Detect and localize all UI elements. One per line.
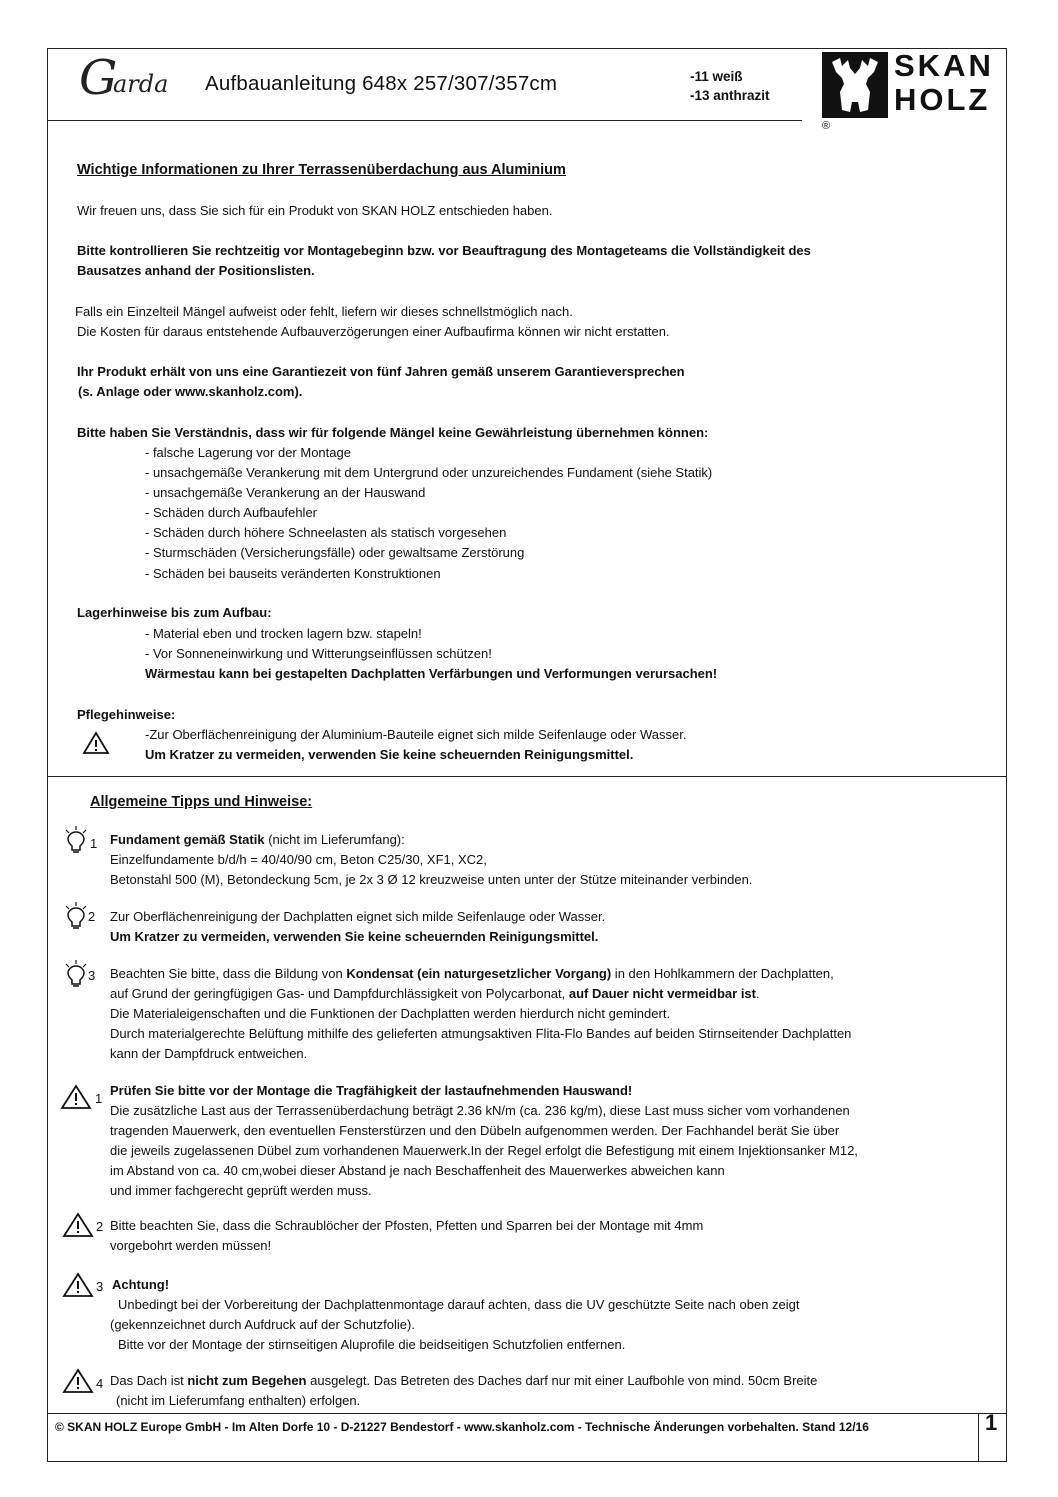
color-variants <box>690 67 770 105</box>
skanholz-logo <box>822 48 1002 132</box>
garda-wordmark-icon <box>77 52 197 108</box>
page-title: Aufbauanleitung 648x 257/307/357cm <box>205 72 558 95</box>
warn4-line1 <box>110 1371 817 1391</box>
info-p4-line2: (s. Anlage oder www.skanholz.com). <box>78 384 303 399</box>
logo-text-skan: SKAN <box>894 48 994 83</box>
warn4-text: Das Dach ist <box>110 1373 188 1388</box>
warning-number: 3 <box>96 1279 104 1294</box>
tip2-line1: Zur Oberflächenreinigung der Dachplatten eignet sich milde Seifenlauge oder Wasser. <box>110 909 606 924</box>
defect-item: - Sturmschäden (Versicherungsfälle) oder gewaltsame Zerstörung <box>145 545 525 560</box>
warn4-bold: nicht zum Begehen <box>187 1373 307 1388</box>
tip3-line5: kann der Dampfdruck entweichen. <box>110 1046 308 1061</box>
warning-triangle-icon <box>82 731 110 755</box>
tip2-line2: Um Kratzer zu vermeiden, verwenden Sie keine scheuernden Reinigungsmittel. <box>110 929 599 944</box>
footer-divider <box>47 1413 1007 1414</box>
tip-number: 3 <box>88 968 96 983</box>
tip3-line3: Die Materialeigenschaften und die Funktionen der Dachplatten werden hierdurch nicht gemindert. <box>110 1006 671 1021</box>
color-variant-1: -11 weiß <box>690 69 743 84</box>
warn1-line5: im Abstand von ca. 40 cm,wobei dieser Abstand je nach Beschaffenheit des Mauerwerkes abweichen kann <box>110 1163 725 1178</box>
logo-text-holz: HOLZ <box>894 82 991 117</box>
defect-item: - Schäden bei bauseits veränderten Konstruktionen <box>145 566 441 581</box>
warning-triangle-icon <box>60 1084 92 1110</box>
tip3-text: auf Grund der geringfügigen Gas- und Dampfdurchlässigkeit von Polycarbonat, <box>110 986 569 1001</box>
warn3-line2: Unbedingt bei der Vorbereitung der Dachplattenmontage darauf achten, dass die UV geschützte Seite nach oben zeigt <box>118 1297 800 1312</box>
warn4-line2: (nicht im Lieferumfang enthalten) erfolgen. <box>116 1393 361 1408</box>
tip-number: 1 <box>90 836 98 851</box>
defect-item: - unsachgemäße Verankerung an der Hauswand <box>145 485 426 500</box>
registered-mark: ® <box>822 120 831 132</box>
info-p5: Bitte haben Sie Verständnis, dass wir für folgende Mängel keine Gewährleistung übernehmen können: <box>77 425 709 440</box>
storage-item: - Material eben und trocken lagern bzw. stapeln! <box>145 626 422 641</box>
tip3-bold: Kondensat (ein naturgesetzlicher Vorgang) <box>346 966 612 981</box>
tip3-bold: auf Dauer nicht vermeidbar ist <box>568 986 756 1001</box>
defect-item: - Schäden durch höhere Schneelasten als statisch vorgesehen <box>145 525 507 540</box>
warn2-line2: vorgebohrt werden müssen! <box>110 1238 272 1253</box>
lightbulb-icon <box>64 902 88 932</box>
info-p4-line1: Ihr Produkt erhält von uns eine Garantiezeit von fünf Jahren gemäß unserem Garantieversprechen <box>77 364 685 379</box>
color-variant-2: -13 anthrazit <box>690 88 770 103</box>
warning-triangle-icon <box>62 1272 94 1298</box>
tip1-line3: Betonstahl 500 (M), Betondeckung 5cm, je 2x 3 Ø 12 kreuzweise unten unter der Stütze miteinander verbinden. <box>110 872 753 887</box>
header-divider <box>47 120 802 121</box>
lightbulb-icon <box>64 960 88 990</box>
info-p2-line2: Bausatzes anhand der Positionslisten. <box>77 263 315 278</box>
storage-heading: Lagerhinweise bis zum Aufbau: <box>77 605 272 620</box>
tip3-line2 <box>110 984 760 1004</box>
info-p3-line1: Falls ein Einzelteil Mängel aufweist oder fehlt, liefern wir dieses schnellstmöglich nach. <box>75 304 573 319</box>
page-number-divider <box>978 1413 979 1461</box>
tip3-text: Beachten Sie bitte, dass die Bildung von <box>110 966 347 981</box>
warn3-line3: (gekennzeichnet durch Aufdruck auf der Schutzfolie). <box>110 1317 415 1332</box>
defect-item: - Schäden durch Aufbaufehler <box>145 505 318 520</box>
warning-triangle-icon <box>62 1212 94 1238</box>
warn3-line4: Bitte vor der Montage der stirnseitigen Aluprofile die beidseitigen Schutzfolien entfernen. <box>118 1337 626 1352</box>
svg-text:G: G <box>78 52 117 106</box>
tip1-line1 <box>110 830 405 850</box>
warn1-line4: die jeweils zugelassenen Dübel zum vorhandenen Mauerwerk.In der Regel erfolgt die Befestigung mit einem Injektionsanker M12, <box>110 1143 858 1158</box>
tip1-bold: Fundament gemäß Statik <box>110 832 265 847</box>
warn4-text: ausgelegt. Das Betreten des Daches darf nur mit einer Laufbohle von mind. 50cm Breite <box>306 1373 818 1388</box>
page-number: 1 <box>985 1410 998 1435</box>
tip3-text: in den Hohlkammern der Dachplatten, <box>611 966 834 981</box>
warn1-line6: und immer fachgerecht geprüft werden muss. <box>110 1183 372 1198</box>
footer-text: © SKAN HOLZ Europe GmbH - Im Alten Dorfe 10 - D-21227 Bendestorf - www.skanholz.com - Technische Änderungen vorbehalten. Stand 12/16 <box>55 1420 869 1434</box>
warn3-line1: Achtung! <box>112 1277 170 1292</box>
info-p3-line2: Die Kosten für daraus entstehende Aufbauverzögerungen einer Aufbaufirma können wir nicht erstatten. <box>77 324 670 339</box>
storage-warning: Wärmestau kann bei gestapelten Dachplatten Verfärbungen und Verformungen verursachen! <box>145 666 718 681</box>
info-heading: Wichtige Informationen zu Ihrer Terrassenüberdachung aus Aluminium <box>77 162 566 178</box>
tip3-line4: Durch materialgerechte Belüftung mithilfe des gelieferten atmungsaktiven Flita-Flo Bandes auf beiden Stirnseitender Dachplatten <box>110 1026 852 1041</box>
storage-item: - Vor Sonneneinwirkung und Witterungseinflüssen schützen! <box>145 646 492 661</box>
info-p1: Wir freuen uns, dass Sie sich für ein Produkt von SKAN HOLZ entschieden haben. <box>77 203 553 218</box>
care-line1: -Zur Oberflächenreinigung der Aluminium-Bauteile eignet sich milde Seifenlauge oder Wasser. <box>145 727 687 742</box>
defect-item: - falsche Lagerung vor der Montage <box>145 445 351 460</box>
care-heading: Pflegehinweise: <box>77 707 176 722</box>
warn1-line1: Prüfen Sie bitte vor der Montage die Tragfähigkeit der lastaufnehmenden Hauswand! <box>110 1083 633 1098</box>
warning-number: 2 <box>96 1219 104 1234</box>
tip1-rest: (nicht im Lieferumfang): <box>264 832 405 847</box>
warn2-line1: Bitte beachten Sie, dass die Schraublöcher der Pfosten, Pfetten und Sparren bei der Montage mit 4mm <box>110 1218 704 1233</box>
moose-head-icon <box>822 52 888 118</box>
warn1-line3: tragenden Mauerwerk, den eventuellen Fensterstürzen und den Dübeln aufgenommen werden. Der Fachhandel berät Sie über <box>110 1123 840 1138</box>
tip3-line1 <box>110 964 834 984</box>
lightbulb-icon <box>64 826 88 856</box>
warning-triangle-icon <box>62 1368 94 1394</box>
tips-heading: Allgemeine Tipps und Hinweise: <box>90 794 313 810</box>
tip1-line2: Einzelfundamente b/d/h = 40/40/90 cm, Beton C25/30, XF1, XC2, <box>110 852 487 867</box>
tip3-text: . <box>756 986 760 1001</box>
section-divider <box>47 776 1007 777</box>
warning-number: 4 <box>96 1376 104 1391</box>
tip-number: 2 <box>88 909 96 924</box>
defect-item: - unsachgemäße Verankerung mit dem Untergrund oder unzureichendes Fundament (siehe Statik) <box>145 465 713 480</box>
warning-number: 1 <box>95 1091 103 1106</box>
svg-text:arda: arda <box>112 70 169 98</box>
care-line2: Um Kratzer zu vermeiden, verwenden Sie keine scheuernden Reinigungsmittel. <box>145 747 634 762</box>
warn1-line2: Die zusätzliche Last aus der Terrassenüberdachung beträgt 2.36 kN/m (ca. 236 kg/m), diese Last muss sicher vom vorhandenen <box>110 1103 850 1118</box>
info-p2-line1: Bitte kontrollieren Sie rechtzeitig vor Montagebeginn bzw. vor Beauftragung des Montageteams die Vollständigkeit des <box>77 243 811 258</box>
